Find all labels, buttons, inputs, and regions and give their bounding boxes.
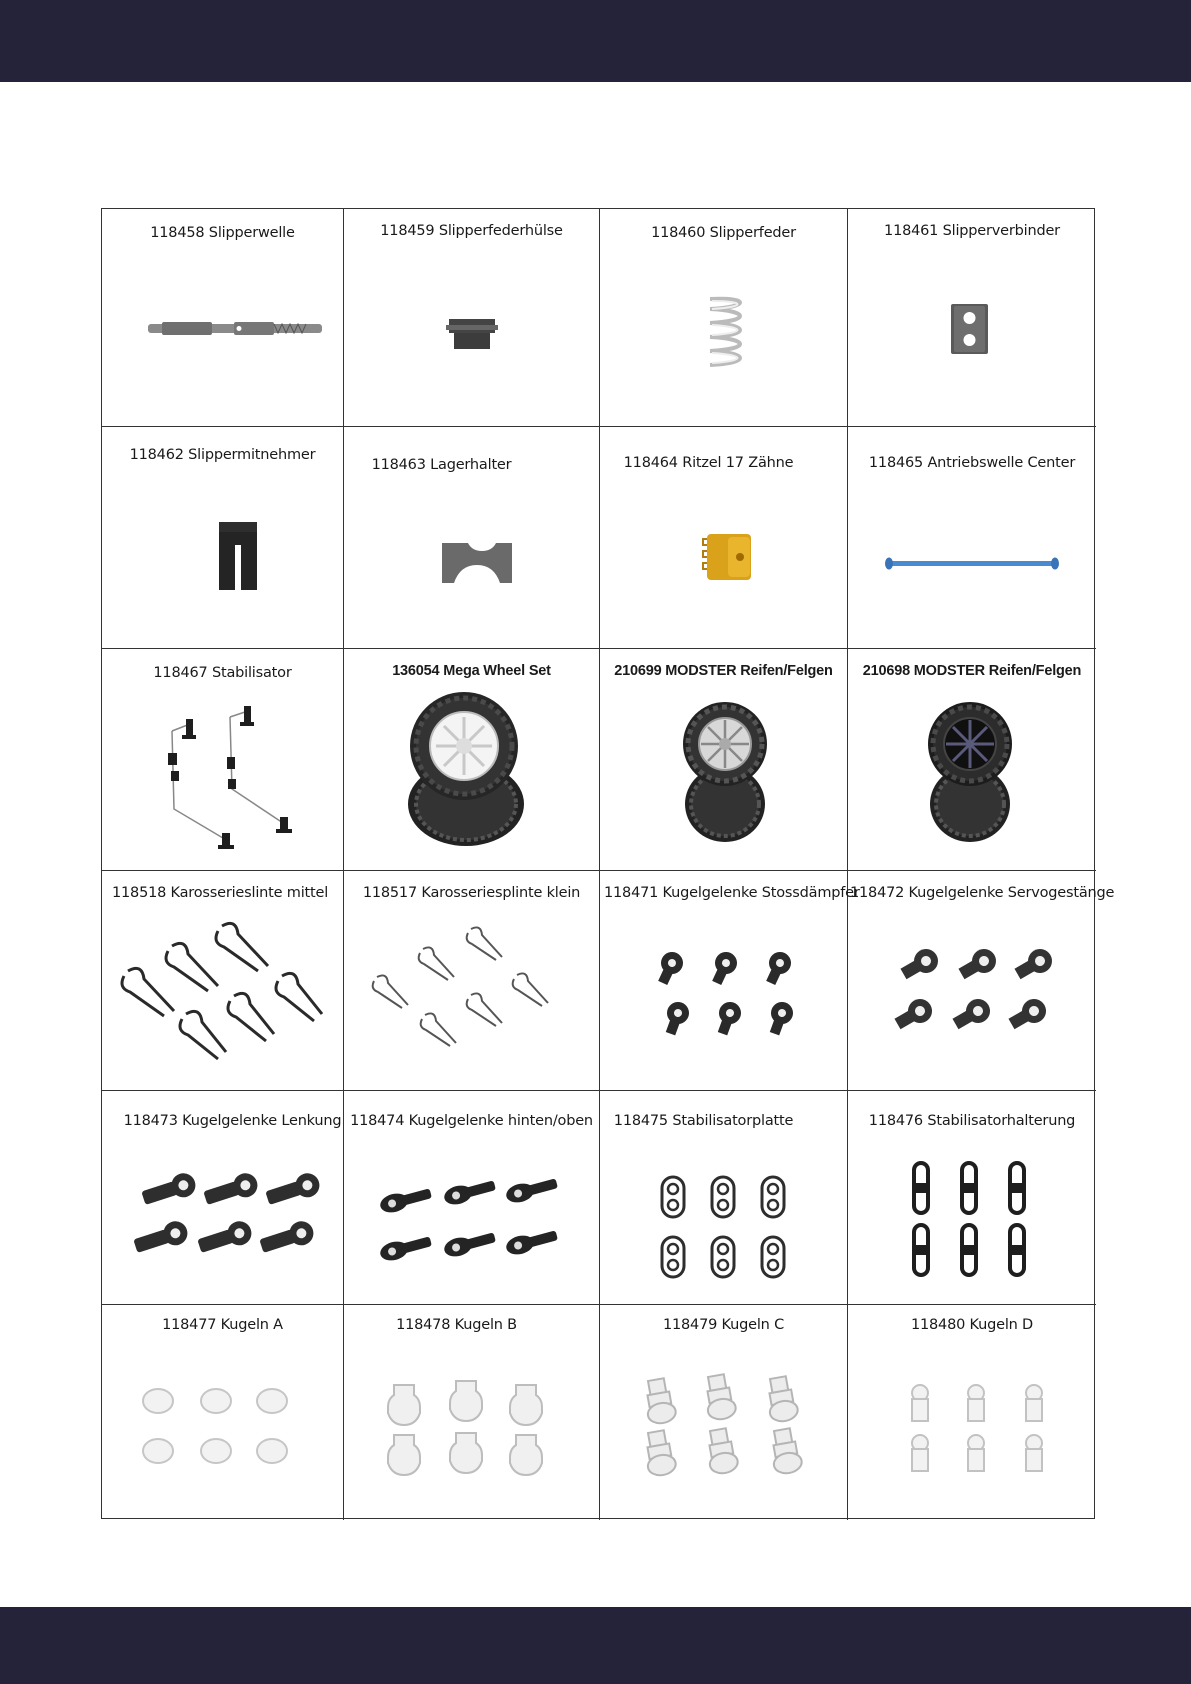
- part-cell: [344, 871, 600, 1091]
- part-cell: [344, 209, 600, 427]
- part-cell: [344, 1305, 600, 1520]
- ball-icon: [102, 1305, 344, 1520]
- part-cell: [344, 427, 600, 649]
- header-band: [0, 0, 1191, 82]
- pinion-gear-icon: [600, 427, 848, 649]
- part-cell: [102, 871, 344, 1091]
- rod-end-icon: [344, 1091, 600, 1305]
- ball-stud-icon: [848, 1305, 1096, 1520]
- part-label: 118467 Stabilisator: [153, 665, 292, 681]
- ball-joint-icon: [848, 871, 1115, 1091]
- stabilizer-mount-icon: [848, 1091, 1096, 1305]
- body-clip-icon: [102, 871, 344, 1091]
- part-label: 118459 Slipperfederhülse: [380, 223, 563, 239]
- ball-stud-icon: [600, 1305, 848, 1520]
- part-label: 118461 Slipperverbinder: [884, 223, 1060, 239]
- part-cell: [102, 649, 344, 871]
- part-cell: [600, 427, 848, 649]
- part-label: 118463 Lagerhalter: [371, 457, 512, 473]
- part-label: 136054 Mega Wheel Set: [392, 663, 551, 679]
- part-label: 210698 MODSTER Reifen/Felgen: [862, 663, 1082, 679]
- part-cell: [848, 1305, 1096, 1520]
- part-label: 118475 Stabilisatorplatte: [613, 1113, 794, 1129]
- stabilizer-plate-icon: [600, 1091, 848, 1305]
- part-label: 118518 Karosserieslinte mittel: [112, 885, 329, 901]
- footer-band: [0, 1607, 1191, 1684]
- part-cell: [600, 1091, 848, 1305]
- wheel-chrome-icon: [600, 649, 848, 871]
- part-cell: [848, 209, 1096, 427]
- ball-stud-icon: [344, 1305, 600, 1520]
- stabilizer-icon: [102, 649, 344, 871]
- part-label: 118472 Kugelgelenke Servogestänge: [850, 885, 1115, 901]
- part-label: 118517 Karosseriesplinte klein: [362, 885, 581, 901]
- body-clip-small-icon: [344, 871, 600, 1091]
- part-cell: [344, 649, 600, 871]
- drive-shaft-icon: [848, 427, 1096, 649]
- parts-grid: [101, 208, 1115, 1519]
- part-cell: [344, 1091, 600, 1305]
- part-label: 118471 Kugelgelenke Stossdämpfer: [604, 885, 860, 901]
- part-cell: [600, 649, 848, 871]
- part-label: 118458 Slipperwelle: [150, 225, 295, 241]
- sleeve-icon: [344, 209, 600, 427]
- part-cell: [102, 427, 344, 649]
- part-label: 118460 Slipperfeder: [651, 225, 796, 241]
- part-cell: [848, 871, 1115, 1091]
- ball-joint-icon: [600, 871, 860, 1091]
- shaft-icon: [102, 209, 344, 427]
- part-label: 118478 Kugeln B: [396, 1317, 517, 1333]
- part-cell: [102, 1091, 344, 1305]
- part-label: 118477 Kugeln A: [162, 1317, 283, 1333]
- part-label: 118476 Stabilisatorhalterung: [868, 1113, 1076, 1129]
- part-cell: [848, 427, 1096, 649]
- part-label: 118479 Kugeln C: [662, 1317, 784, 1333]
- part-label: 118473 Kugelgelenke Lenkung: [123, 1113, 342, 1129]
- part-cell: [600, 871, 860, 1091]
- part-label: 118480 Kugeln D: [910, 1317, 1034, 1333]
- part-label: 210699 MODSTER Reifen/Felgen: [614, 663, 833, 679]
- part-label: 118465 Antriebswelle Center: [868, 455, 1076, 471]
- wheel-black-icon: [848, 649, 1096, 871]
- rod-end-icon: [102, 1091, 344, 1305]
- part-cell: [600, 1305, 848, 1520]
- part-label: 118464 Ritzel 17 Zähne: [623, 455, 794, 471]
- part-label: 118474 Kugelgelenke hinten/oben: [350, 1113, 593, 1129]
- part-cell: [102, 209, 344, 427]
- part-cell: [102, 1305, 344, 1520]
- spring-icon: [600, 209, 848, 427]
- part-cell: [600, 209, 848, 427]
- part-label: 118462 Slippermitnehmer: [129, 447, 316, 463]
- driver-icon: [102, 427, 344, 649]
- bearing-holder-icon: [344, 427, 600, 649]
- connector-icon: [848, 209, 1096, 427]
- part-cell: [848, 649, 1096, 871]
- wheel-white-icon: [344, 649, 600, 871]
- part-cell: [848, 1091, 1096, 1305]
